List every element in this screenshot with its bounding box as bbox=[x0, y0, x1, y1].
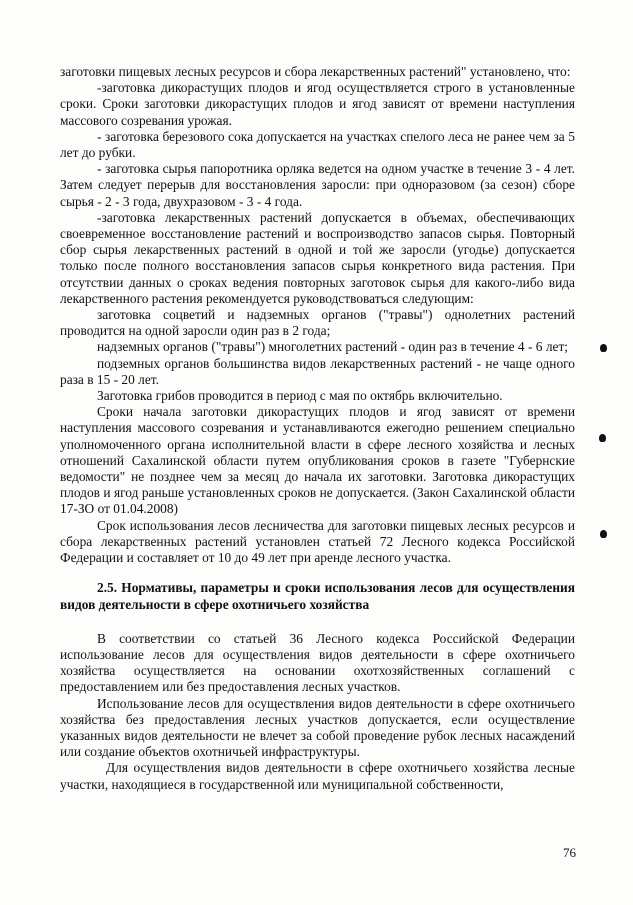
binder-hole-mark bbox=[600, 344, 607, 352]
paragraph: надземных органов ("травы") многолетних растений - один раз в течение 4 - 6 лет; bbox=[97, 339, 569, 355]
paragraph: Заготовка грибов проводится в период с мая по октябрь включительно. bbox=[97, 388, 503, 404]
binder-hole-mark bbox=[600, 530, 607, 538]
binder-hole-mark bbox=[599, 434, 606, 442]
section-heading: 2.5. Нормативы, параметры и сроки использования лесов для осуществления видов деятельности в сфере охотничьего хозяйства bbox=[60, 580, 575, 612]
paragraph: Для осуществления видов деятельности в сфере охотничьего хозяйства лесные участки, находящиеся в государственной или муниципальной собственности, bbox=[60, 760, 575, 792]
paragraph: В соответствии со статьей 36 Лесного кодекса Российской Федерации использование лесов для осуществления видов деятельности в сфере охотничьего хозяйства осуществляется на основании охотхозяйственных соглашений с предоставлением или без предоставления лесных участков. bbox=[60, 630, 575, 695]
page-number: 76 bbox=[563, 845, 576, 860]
paragraph: подземных органов большинства видов лекарственных растений - не чаще одного раза в 15 - 20 лет. bbox=[60, 355, 575, 387]
document-body bbox=[60, 64, 575, 793]
paragraph: заготовка соцветий и надземных органов ("травы") однолетних растений проводится на одной заросли один раз в 2 года; bbox=[60, 307, 575, 339]
paragraph: -заготовка дикорастущих плодов и ягод осуществляется строго в установленные сроки. Сроки заготовки дикорастущих плодов и ягод зависят от времени наступления массового созревания урожая. bbox=[60, 80, 575, 128]
paragraph: Использование лесов для осуществления видов деятельности в сфере охотничьего хозяйства без предоставления лесных участков допускается, если осуществление указанных видов деятельности не влечет за собой проведение рубок лесных насаждений или создание объектов охотничьей инфраструктуры. bbox=[60, 695, 575, 760]
paragraph: - заготовка сырья папоротника орляка ведется на одном участке в течение 3 - 4 лет. Затем следует перерыв для восстановления заросли: при одноразовом (за сезон) сборе сырья - 2 - 3 года, двухразовом - 3 - 4 года. bbox=[60, 161, 575, 209]
paragraph: Сроки начала заготовки дикорастущих плодов и ягод зависят от времени наступления массового созревания и устанавливаются ежегодно решением специально уполномоченного органа исполнительной власти в сфере лесного хозяйства и лесных отношений Сахалинской области путем опубликования сроков в газете "Губернские ведомости" не позднее чем за месяц до начала их заготовки. Заготовка дикорастущих плодов и ягод раньше установленных сроков не допускается. (Закон Сахалинской области 17-ЗО от 01.04.2008) bbox=[60, 404, 575, 517]
paragraph: заготовки пищевых лесных ресурсов и сбора лекарственных растений" установлено, что: bbox=[60, 64, 571, 79]
paragraph: -заготовка лекарственных растений допускается в объемах, обеспечивающих своевременное восстановление растений и воспроизводство запасов сырья. Повторный сбор сырья лекарственных растений в одной и той же заросли (угодье) допускается только после полного восстановления запасов сырья конкретного вида растения. При отсутствии данных о сроках ведения повторных заготовок сырья для какого-либо вида лекарственного растения рекомендуется руководствоваться следующим: bbox=[60, 209, 575, 306]
paragraph: - заготовка березового сока допускается на участках спелого леса не ранее чем за 5 лет до рубки. bbox=[60, 128, 575, 161]
paragraph: Срок использования лесов лесничества для заготовки пищевых лесных ресурсов и сбора лекарственных растений установлен статьей 72 Лесного кодекса Российской Федерации и составляет от 10 до 49 лет при аренде лесного участка. bbox=[60, 517, 575, 566]
